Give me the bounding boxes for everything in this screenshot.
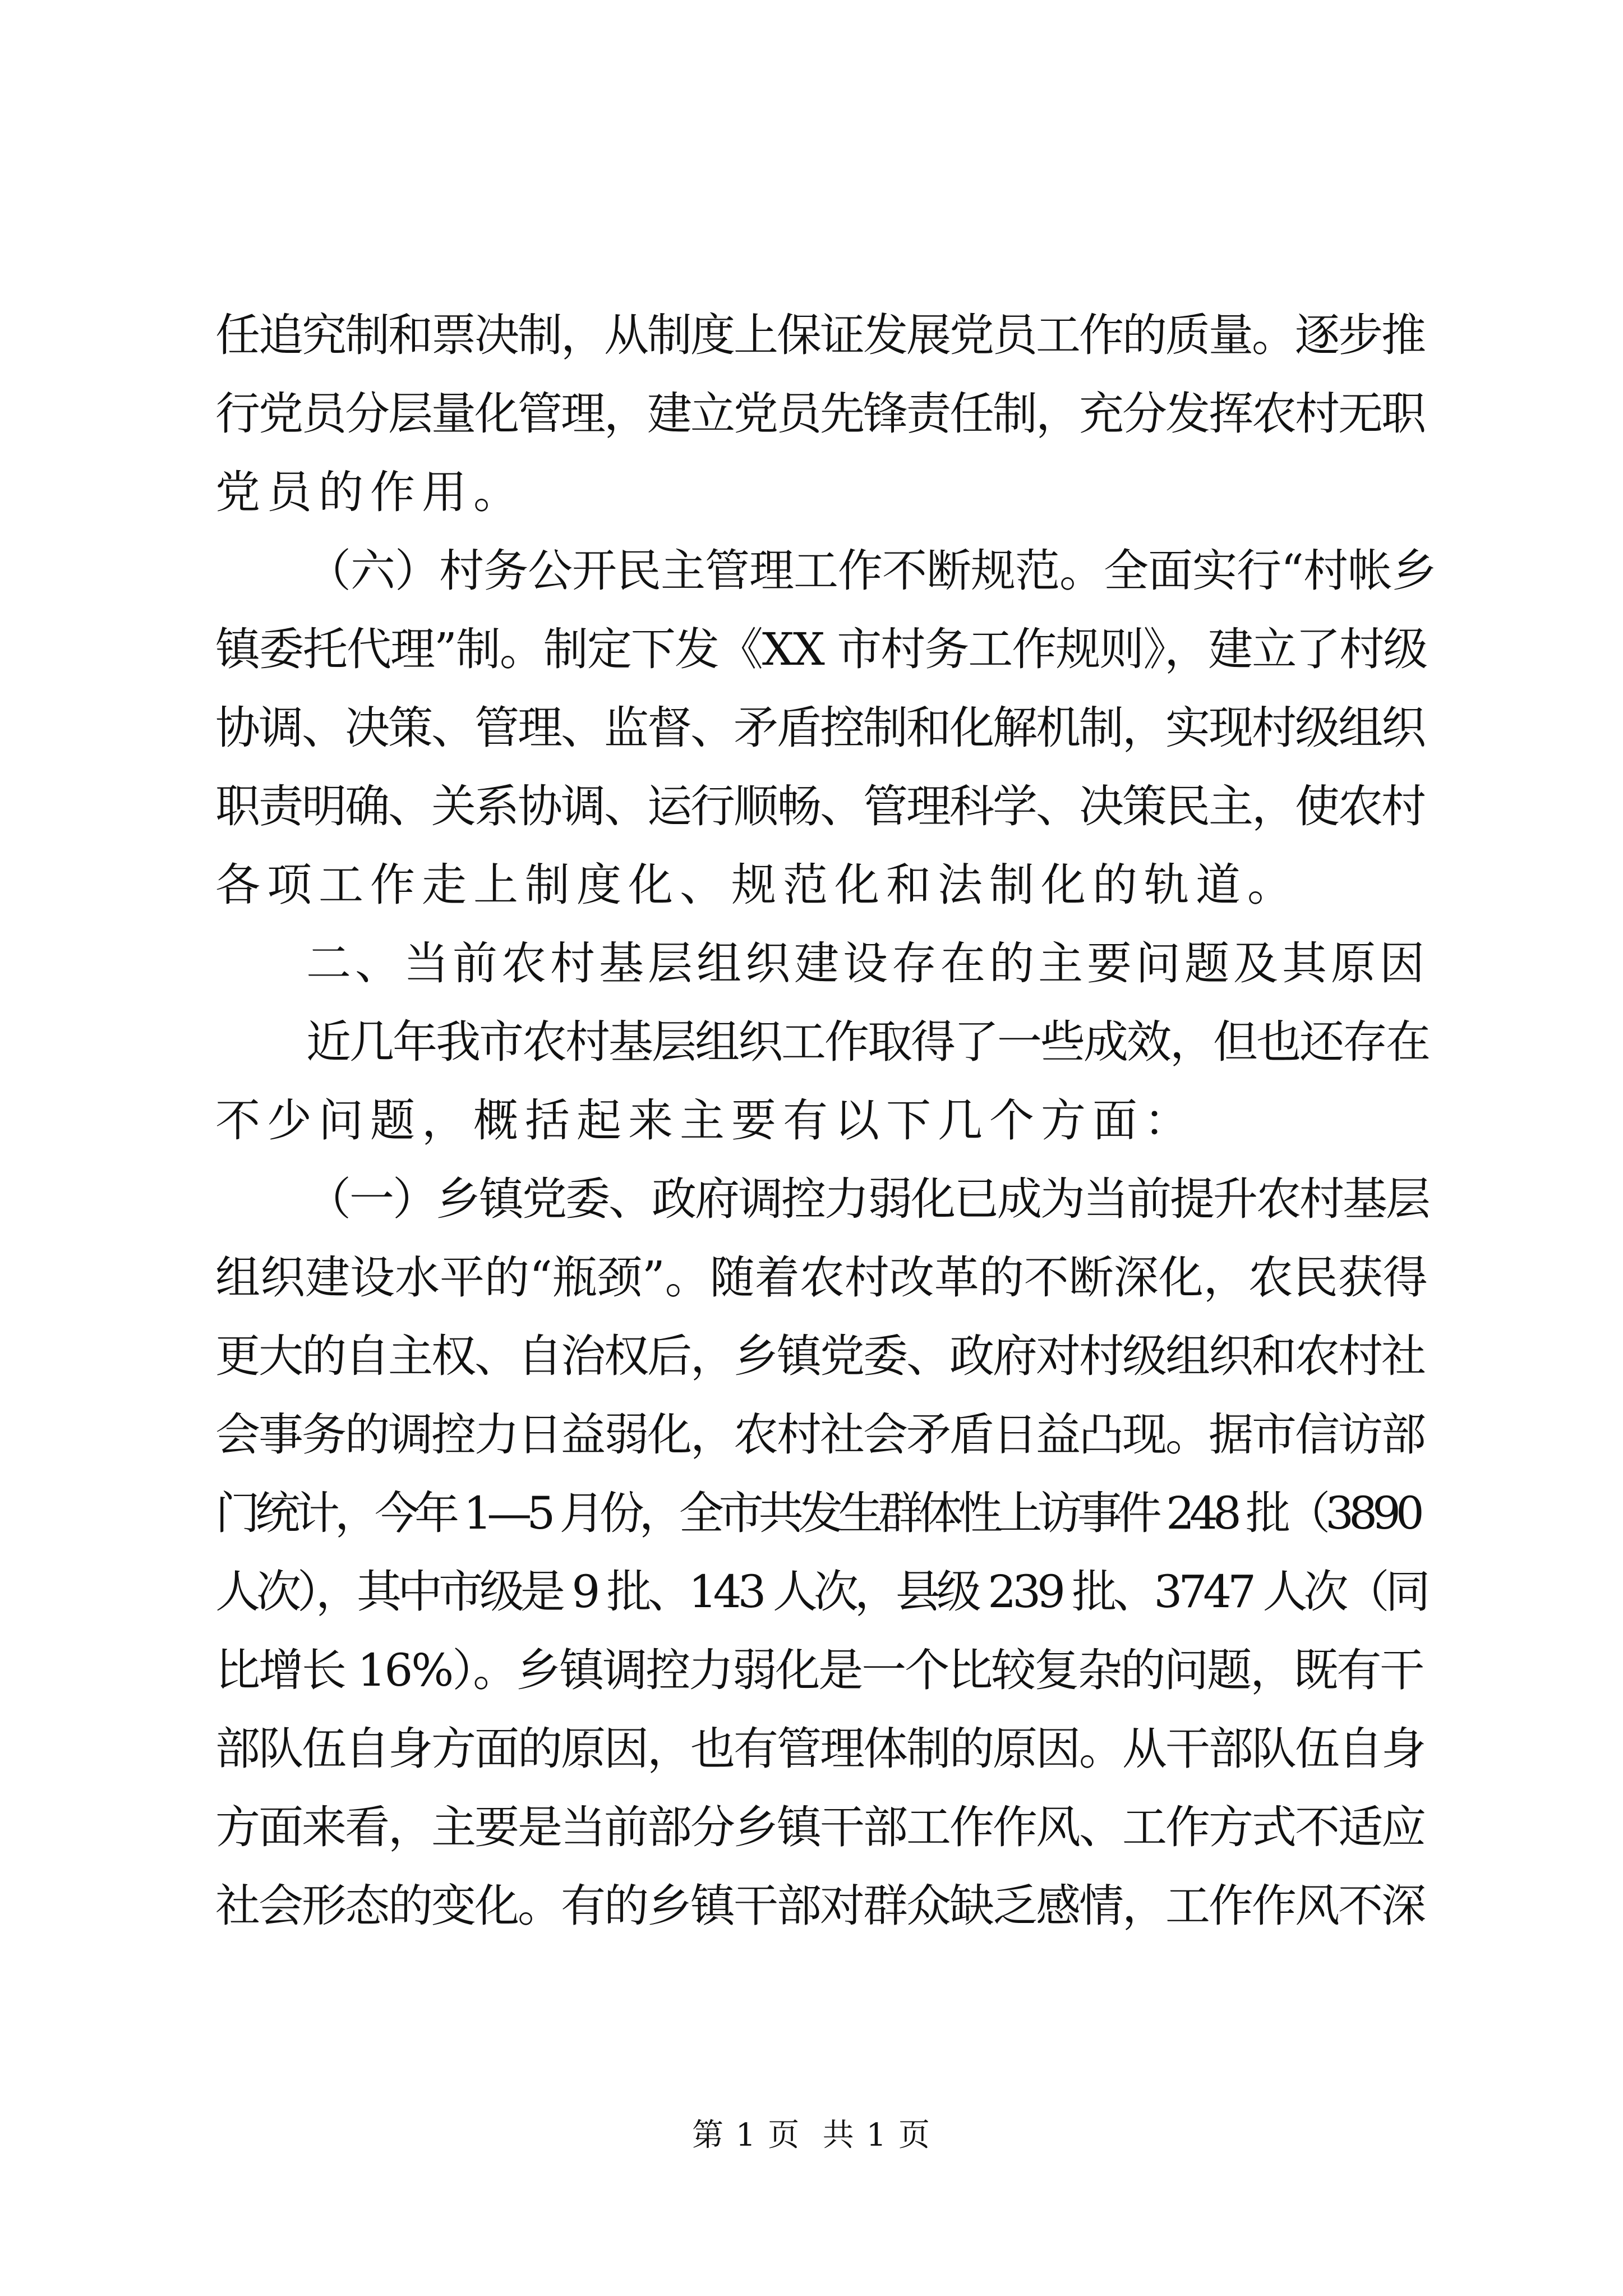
paragraph-one-heading: （一）乡镇党委、政府调控力弱化已成为当前提升农村基层 <box>306 1173 1429 1225</box>
body-line: 门统计，今年 1—5 月份，全市共发生群体性上访事件 248 批（3890 <box>215 1487 1419 1539</box>
body-line: 社会形态的变化。有的乡镇干部对群众缺乏感情，工作作风不深 <box>215 1880 1424 1932</box>
body-line: 部队伍自身方面的原因，也有管理体制的原因。从干部队伍自身 <box>215 1723 1424 1775</box>
body-line: 人次），其中市级是 9 批、143 人次，县级 239 批、3747 人次（同 <box>215 1566 1427 1618</box>
body-line: 近几年我市农村基层组织工作取得了一些成效，但也还存在 <box>306 1016 1429 1068</box>
body-line: 各项工作走上制度化、规范化和法制化的轨道。 <box>215 859 1299 911</box>
body-line: 更大的自主权、自治权后，乡镇党委、政府对村级组织和农村社 <box>215 1330 1424 1382</box>
body-line: 不少问题，概括起来主要有以下几个方面： <box>215 1094 1196 1147</box>
body-line: 会事务的调控力日益弱化，农村社会矛盾日益凸现。据市信访部 <box>215 1409 1424 1461</box>
body-line: 职责明确、关系协调、运行顺畅、管理科学、决策民主，使农村 <box>215 780 1424 832</box>
body-line: 镇委托代理”制。制定下发《XX 市村务工作规则》，建立了村级 <box>215 623 1427 675</box>
body-line: 行党员分层量化管理，建立党员先锋责任制，充分发挥农村无职 <box>215 388 1424 440</box>
body-line: 方面来看，主要是当前部分乡镇干部工作作风、工作方式不适应 <box>215 1801 1424 1853</box>
paragraph-six-heading: （六）村务公开民主管理工作不断规范。全面实行“村帐乡 <box>306 545 1436 597</box>
body-line: 协调、决策、管理、监督、矛盾控制和化解机制，实现村级组织 <box>215 702 1424 754</box>
body-line: 党员的作用。 <box>215 466 525 518</box>
body-line: 比增长 16%）。乡镇调控力弱化是一个比较复杂的问题，既有干 <box>215 1644 1423 1696</box>
body-line: 组织建设水平的“瓶颈”。随着农村改革的不断深化，农民获得 <box>215 1251 1428 1304</box>
page-number-footer: 第 1 页 共 1 页 <box>691 2117 932 2154</box>
body-line: 任追究制和票决制，从制度上保证发展党员工作的质量。逐步推 <box>215 309 1424 361</box>
section-two-heading: 二、当前农村基层组织建设存在的主要问题及其原因 <box>306 937 1428 990</box>
